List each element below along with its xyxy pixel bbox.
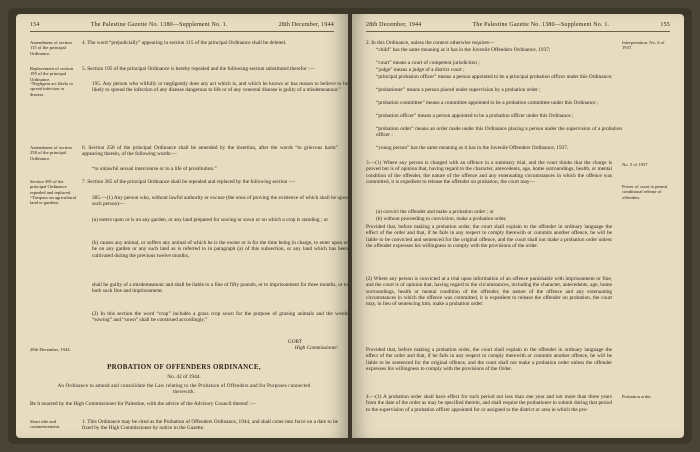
margin-note: Amendment of section 258 of the principal Ordinance. <box>30 145 72 161</box>
paragraph: “probation committee” means a committee appointed to be a probation committee under this Ordinance ; <box>376 100 599 106</box>
margin-note: “Trespass on agricultural land or gardens. <box>30 195 77 206</box>
paragraph: (b) causes any animal, or suffers any animal of which he is the owner or is for the time being in charge, to enter upon or be on any garden or any such land as is referred to in paragraph (a) of this subsection, or any land which has been cultivated during the previous twelve months, <box>92 240 348 259</box>
paragraph: (a) enters upon or is on any garden, or any land prepared for sowing or sown or on which a crop is standing ; or <box>92 217 329 223</box>
left-header-date: 28th December, 1944 <box>278 22 334 28</box>
paragraph: (2) In this section the word “crop” includes a grass crop sown for the purpose of grazing animals and the words “sowing” and “sown” shall be construed accordingly.” <box>92 311 348 324</box>
margin-note: Section 385 of the principal Ordinance repealed and replaced. <box>30 179 72 195</box>
paragraph: “court” means a court of competent jurisdiction ; <box>376 60 480 66</box>
signature-title: High Commissioner. <box>294 345 338 352</box>
header-rule <box>366 31 670 32</box>
right-page-header <box>366 22 670 28</box>
right-header-title: The Palestine Gazette No. 1380—Supplement No. 1. <box>472 22 610 28</box>
margin-note: Probation order. <box>622 394 652 399</box>
short-title-clause: 1. This Ordinance may be cited as the Probation of Offenders Ordinance, 1944, and shall come into force on a date to be fixed by the High Commissioner by notice in the Gazette. <box>82 419 338 432</box>
margin-note: Replacement of section 195 of the principal Ordinance. <box>30 66 74 82</box>
signature: GORT <box>287 339 302 345</box>
right-header-date: 28th December, 1944 <box>366 22 422 28</box>
left-page-header <box>30 22 334 28</box>
paragraph: “young person” has the same meaning as it has in the Juvenile Offenders Ordinance, 1937. <box>376 145 569 151</box>
paragraph: 7. Section 385 of the principal Ordinance shall be repealed and replaced by the following section :— <box>82 179 296 185</box>
header-rule <box>30 31 334 32</box>
margin-note: Amendment of section 115 of the principal Ordinance. <box>30 40 72 56</box>
enacting-clause: Be it enacted by the High Commissioner for Palestine, with the advice of the Advisory Council thereof :— <box>30 401 256 407</box>
paragraph: “to unlawful sexual intercourse or to a life of prostitution.” <box>92 166 217 172</box>
paragraph: 4.—(1) A probation order shall have effect for such period not less than one year and not more than three years from the date of the order as may be specified therein, and shall require the probationer to submit during that period to the supervision of a probation officer appointed for or assigned to the district or area in which the pro- <box>366 394 612 413</box>
margin-note: No. 5 of 1937. <box>622 162 649 167</box>
left-header-title: The Palestine Gazette No. 1380—Supplement No. 1. <box>90 22 228 28</box>
left-page <box>16 14 348 438</box>
ordinance-title: PROBATION OF OFFENDERS ORDINANCE, <box>107 363 261 371</box>
book-spread <box>8 8 692 444</box>
margin-note: Power of court to permit conditional release of offenders. <box>622 184 668 200</box>
margin-note: Interpretation. No. 6 of 1937. <box>622 40 665 51</box>
paragraph: (2) Where any person is convicted at a trial upon information of an offence punishable with imprisonment or fine, and the court is of opinion that, having regard to the circumstances, including the character, antecedents, age, home surroundings, health or mental condition of the offender, the nature of the offence and any extenuating circumstances in which the offence was committed, it is expedient to release the offender on probation, the court may, in lieu of sentencing him, make a probation order: <box>366 276 612 308</box>
margin-note: 28th December, 1944. <box>30 347 71 352</box>
paragraph: “principal probation officer” means a person appointed to be a principal probation officer under this Ordinance; <box>376 74 613 80</box>
paragraph: 5. Section 195 of the principal Ordinance is hereby repealed and the following section substituted therefor :— <box>82 66 315 72</box>
ordinance-number: No. 42 of 1944. <box>167 374 201 380</box>
margin-note: Short title and commencement. <box>30 419 61 430</box>
paragraph: (a) convict the offender and make a probation order ; or <box>376 209 494 215</box>
paragraph: “probationer” means a person placed under supervision by a probation order ; <box>376 87 541 93</box>
paragraph: Provided that, before making a probation order, the court shall explain to the offender in ordinary language the effect of the order and that, if he fails in any respect to comply therewith or commits another offence, he will be liable to be sentenced for the original offence, and the court shall not make a probation order unless the offender expresses his willingness to comply with the provisions of the Order. <box>366 347 612 372</box>
paragraph: 3.—(1) Where any person is charged with an offence in a summary trial, and the court thinks that the charge is proved but is of opinion that, having regard to the character, antecedents, age, home surroundings, health, or mental condition of the offender, the nature of the offence and any extenuating circumstances in which the offence was committed, it is expedient to release the offender on probation, the court may— <box>366 160 612 185</box>
paragraph: 385.—(1) Any person who, without lawful authority or excuse (the onus of proving the existence of which shall be upon such person)— <box>92 195 348 208</box>
paragraph: “child” has the same meaning as it has in the Juvenile Offenders Ordinance, 1937; <box>376 47 551 53</box>
right-page <box>352 14 684 438</box>
paragraph: Provided that, before making a probation order, the court shall explain to the offender in ordinary language the effect of the order and that, if he fails in any respect to comply therewith or commits another offence, he will be liable to be convicted and sentenced for the original offence, and the court shall not make a probation order unless the offender expresses his willingness to comply with the provisions of the order. <box>366 224 612 249</box>
paragraph: “probation officer” means a person appointed to be a probation officer under this Ordinance ; <box>376 113 574 119</box>
paragraph: 4. The word “prejudicially” appearing in section 115 of the principal Ordinance shall be deleted. <box>82 40 287 46</box>
paragraph: shall be guilty of a misdemeanour and shall be liable to a fine of fifty pounds, or to imprisonment for three months, or to both such fine and imprisonment. <box>92 282 348 295</box>
paragraph: “judge” means a judge of a district court ; <box>376 67 465 73</box>
paragraph: “probation order” means an order made under this Ordinance placing a person under the supervision of a probation officer ; <box>376 126 622 139</box>
paragraph: 2. In this Ordinance, unless the context otherwise requires— <box>366 40 495 46</box>
right-page-number: 155 <box>660 22 670 28</box>
paragraph: 6. Section 258 of the principal Ordinance shall be amended by the insertion, after the words “to grievous harm” appearing therein, of the following words:— <box>82 145 338 158</box>
signature-block <box>82 339 338 352</box>
paragraph: 195. Any person who wilfully or negligently does any act which is, and which he knows or has reason to believe to be likely to spread the infection of any disease dangerous to life or of any venereal disease is guilty of a misdemeanour.” <box>92 81 348 94</box>
left-page-number: 154 <box>30 22 40 28</box>
ordinance-description: An Ordinance to amend and consolidate the Law relating to the Probation of Offenders and for Purposes connected therewith. <box>57 384 311 396</box>
margin-note: “Negligent act likely to spread infection or disease. <box>30 81 73 97</box>
paragraph: (b) without proceeding to conviction, make a probation order. <box>376 216 507 222</box>
